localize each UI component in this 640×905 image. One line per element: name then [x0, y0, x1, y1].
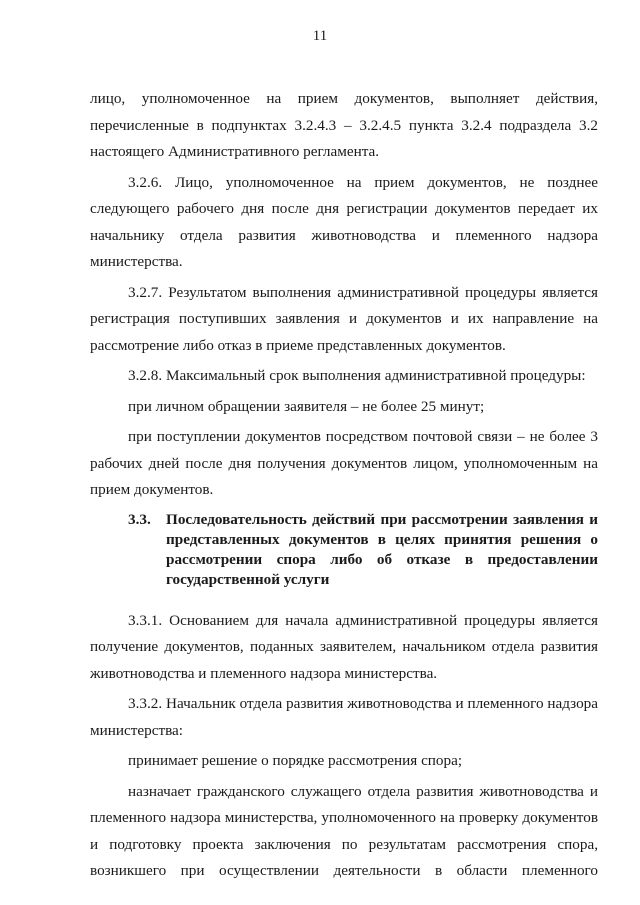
page-number: 11: [312, 28, 328, 44]
paragraph-dispute-order: принимает решение о порядке рассмотрения спора;: [128, 752, 463, 769]
paragraph-3-2-7: 3.2.7. Результатом выполнения административной процедуры является регистрация поступивших заявления и документов и их направление на рассмотрение либо отказ в приеме представленных документов.: [90, 283, 598, 354]
paragraph-3-2-6: 3.2.6. Лицо, уполномоченное на прием документов, не позднее следующего рабочего дня после дня регистрации документов передает их начальнику отдела развития животноводства и племенного надзора министерства.: [90, 173, 598, 270]
paragraph-personal-visit: при личном обращении заявителя – не более 25 минут;: [128, 397, 485, 415]
paragraph-continuation: лицо, уполномоченное на прием документов, выполняет действия, перечисленные в подпунктах 3.2.4.3 – 3.2.4.5 пункта 3.2.4 подраздела 3.2 настоящего Административного регламента.: [90, 90, 598, 160]
section-title: Последовательность действий при рассмотрении заявления и представленных документов в целях принятия решения о рассмотрении спора либо об отказе в предоставлении государственной услуги: [166, 510, 598, 588]
section-number: 3.3.: [128, 510, 151, 528]
paragraph-postal: при поступлении документов посредством почтовой связи – не более 3 рабочих дней после дня получения документов лицом, уполномоченным на прием документов.: [90, 428, 598, 498]
paragraph-3-3-1: 3.3.1. Основанием для начала административной процедуры является получение документов, поданных заявителем, начальником отдела развития животноводства и племенного надзора министерства.: [90, 611, 598, 682]
paragraph-appoint-official: назначает гражданского служащего отдела развития животноводства и племенного надзора министерства, уполномоченного на проверку документов и подготовку проекта заключения по результатам рассмотрения спора, возникшего при осуществлении деятельности в области племенного: [90, 782, 598, 879]
section-heading-3-3: [90, 510, 598, 590]
paragraph-3-3-2: 3.3.2. Начальник отдела развития животноводства и племенного надзора министерства:: [90, 695, 598, 739]
paragraph-3-2-8: 3.2.8. Максимальный срок выполнения административной процедуры:: [128, 367, 586, 384]
document-body: [90, 86, 598, 889]
